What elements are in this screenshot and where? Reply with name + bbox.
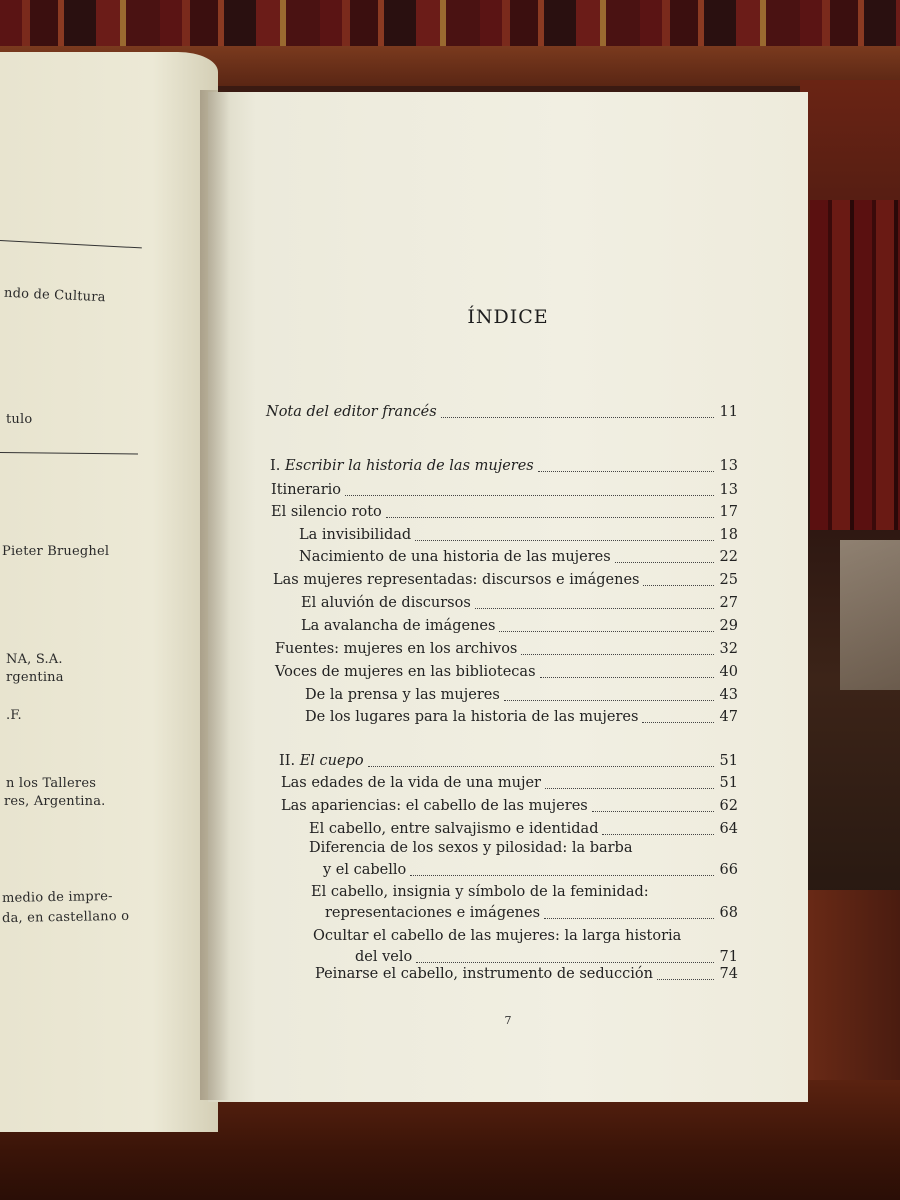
toc-entry-page: 40 <box>719 664 738 680</box>
dot-leader <box>441 417 714 418</box>
dot-leader <box>521 654 714 655</box>
toc-entry-label: Las mujeres representadas: discursos e imágenes <box>273 572 640 588</box>
dot-leader <box>615 562 714 563</box>
left-fragment: tulo <box>6 412 33 427</box>
left-fragment: da, en castellano o <box>1 908 130 927</box>
toc-entry-page: 18 <box>719 527 738 543</box>
toc-entry-label: Las apariencias: el cabello de las mujeres <box>281 798 588 814</box>
toc-entry-label: El aluvión de discursos <box>301 595 471 611</box>
left-fragment: rgentina <box>6 670 64 685</box>
toc-entry-label: De la prensa y las mujeres <box>305 687 500 703</box>
dot-leader <box>345 495 714 496</box>
toc-entry-label: II. El cuepo <box>279 753 364 769</box>
dot-leader <box>642 722 714 723</box>
toc-entry-label: Nacimiento de una historia de las mujeres <box>299 549 611 565</box>
toc-entry-page: 64 <box>719 821 738 837</box>
divider-line <box>0 240 142 248</box>
toc-entry-page: 62 <box>719 798 738 814</box>
toc-entry-page: 68 <box>719 905 738 921</box>
toc-entry-page: 32 <box>719 641 738 657</box>
toc-entry-label: I. Escribir la historia de las mujeres <box>270 458 534 474</box>
background-right-books <box>810 200 900 530</box>
dot-leader <box>545 788 714 789</box>
toc-entry <box>281 798 738 818</box>
book-gutter-shadow <box>200 90 230 1100</box>
toc-entry-label: Peinarse el cabello, instrumento de seducción <box>315 966 653 982</box>
toc-entry-label: El cabello, entre salvajismo e identidad <box>309 821 599 837</box>
dot-leader <box>538 471 714 472</box>
toc-entry-page: 51 <box>719 753 738 769</box>
dot-leader <box>499 631 714 632</box>
left-fragment: NA, S.A. <box>6 652 63 667</box>
toc-entry-page: 51 <box>719 775 738 791</box>
right-page-index <box>208 92 808 1102</box>
toc-entry-label: Nota del editor francés <box>266 404 437 420</box>
dot-leader <box>386 517 714 518</box>
toc-entry-label-line1: Diferencia de los sexos y pilosidad: la barba <box>309 840 633 856</box>
toc-entry-label: Las edades de la vida de una mujer <box>281 775 541 791</box>
toc-entry <box>323 862 738 882</box>
toc-entry-page: 74 <box>719 966 738 982</box>
toc-entry <box>305 709 738 729</box>
toc-entry-label: representaciones e imágenes <box>325 905 541 921</box>
page-title: ÍNDICE <box>467 306 549 328</box>
toc-entry <box>299 549 738 569</box>
toc-entry-page: 13 <box>719 482 738 498</box>
toc-entry <box>271 482 738 502</box>
book-stand-post <box>805 890 900 1080</box>
toc-entry <box>270 458 738 478</box>
toc-entry-page: 29 <box>719 618 738 634</box>
toc-entry-label-line1: El cabello, insignia y símbolo de la feminidad: <box>311 884 649 900</box>
page-number: 7 <box>504 1014 512 1027</box>
toc-entry-label-line1: Ocultar el cabello de las mujeres: la larga historia <box>313 928 682 944</box>
toc-entry-label: del velo <box>355 949 413 965</box>
toc-entry-label: Itinerario <box>271 482 341 498</box>
toc-entry-label: El silencio roto <box>271 504 382 520</box>
toc-entry-page: 13 <box>719 458 738 474</box>
left-fragment: res, Argentina. <box>4 794 106 809</box>
left-page <box>0 52 218 1132</box>
dot-leader <box>592 811 714 812</box>
toc-entry <box>299 527 738 547</box>
toc-entry-page: 11 <box>719 404 738 420</box>
toc-entry <box>281 775 738 795</box>
dot-leader <box>475 608 714 609</box>
toc-entry <box>271 504 738 524</box>
toc-entry <box>275 664 738 684</box>
left-fragment: .F. <box>6 708 22 723</box>
left-fragment: n los Talleres <box>6 776 97 791</box>
toc-entry-page: 47 <box>719 709 738 725</box>
toc-entry <box>266 404 738 424</box>
toc-entry <box>279 753 738 773</box>
toc-entry-page: 27 <box>719 595 738 611</box>
dot-leader <box>504 700 714 701</box>
dot-leader <box>416 962 714 963</box>
toc-entry-label: La invisibilidad <box>299 527 412 543</box>
dot-leader <box>657 979 714 980</box>
toc-entry <box>309 821 738 841</box>
dot-leader <box>643 585 714 586</box>
dot-leader <box>544 918 714 919</box>
dot-leader <box>368 766 714 767</box>
left-fragment: Pieter Brueghel <box>2 544 110 559</box>
toc-entry <box>315 966 738 986</box>
toc-entry-label: y el cabello <box>323 862 407 878</box>
left-fragment: medio de impre- <box>1 889 113 906</box>
toc-entry-page: 22 <box>719 549 738 565</box>
background-bookshelf <box>0 0 900 48</box>
dot-leader <box>602 834 714 835</box>
toc-entry-label: Fuentes: mujeres en los archivos <box>275 641 518 657</box>
dot-leader <box>410 875 714 876</box>
toc-entry-label: De los lugares para la historia de las mujeres <box>305 709 639 725</box>
toc-entry-page: 43 <box>719 687 738 703</box>
toc-entry-page: 66 <box>719 862 738 878</box>
dot-leader <box>415 540 714 541</box>
divider-line <box>0 452 138 454</box>
toc-entry <box>325 905 738 925</box>
toc-entry-label: La avalancha de imágenes <box>301 618 496 634</box>
toc-entry-label: Voces de mujeres en las bibliotecas <box>275 664 536 680</box>
toc-entry <box>301 618 738 638</box>
toc-entry <box>305 687 738 707</box>
background-papers <box>840 540 900 690</box>
dot-leader <box>540 677 714 678</box>
toc-entry <box>273 572 738 592</box>
toc-entry <box>275 641 738 661</box>
toc-entry-page: 25 <box>719 572 738 588</box>
toc-entry-page: 17 <box>719 504 738 520</box>
left-fragment: ndo de Cultura <box>3 285 106 306</box>
toc-entry-page: 71 <box>719 949 738 965</box>
toc-entry <box>301 595 738 615</box>
